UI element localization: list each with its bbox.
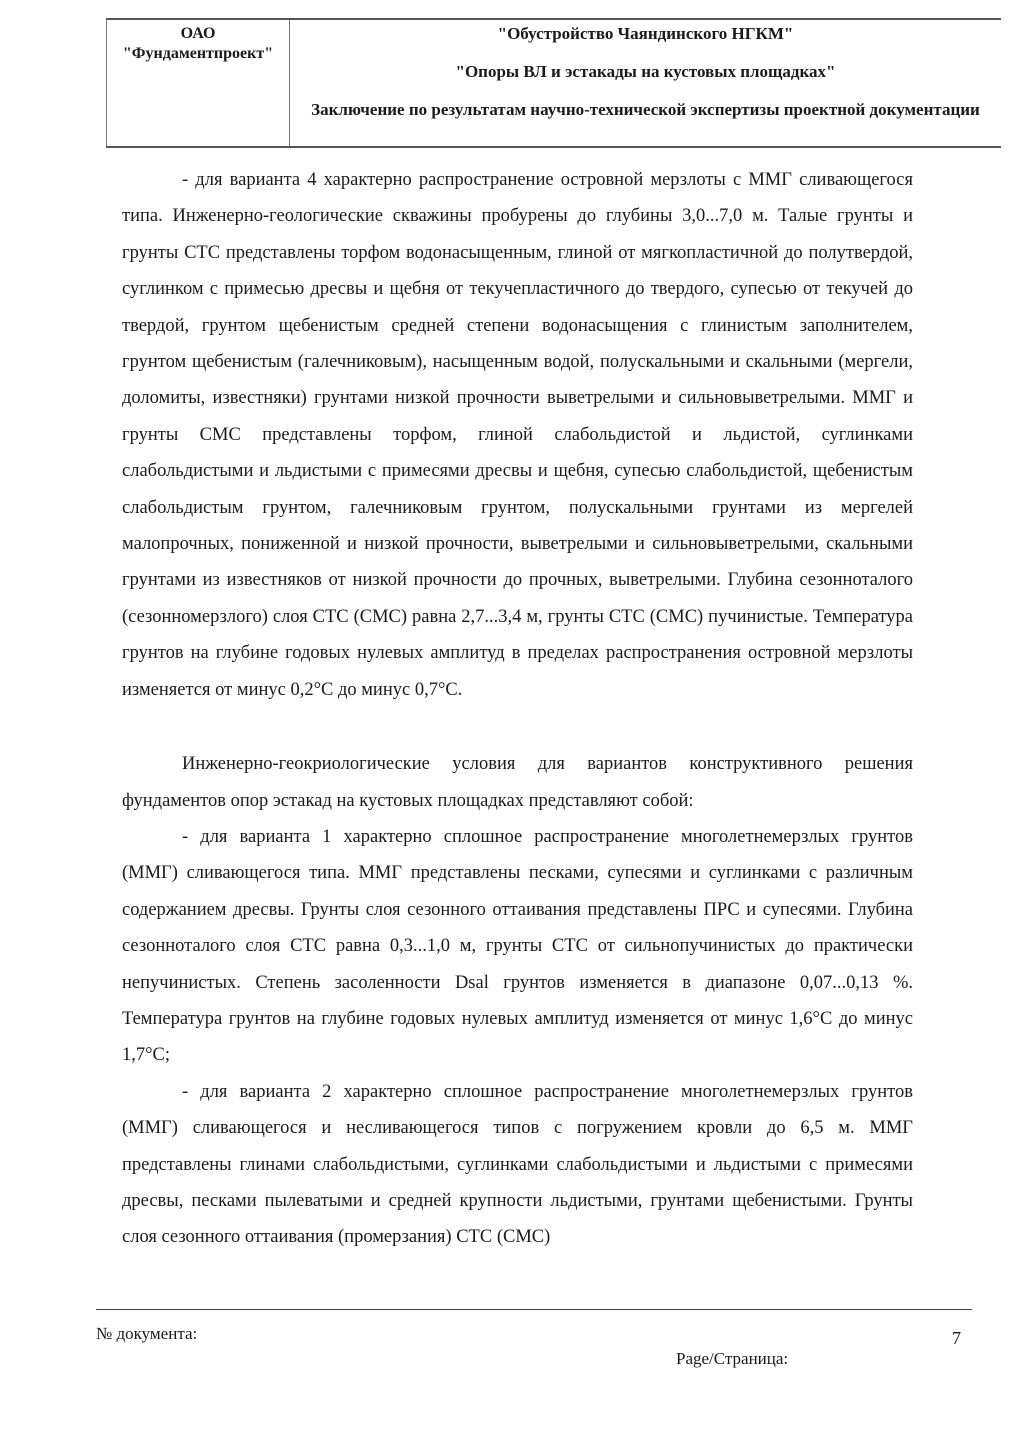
page-label: Page/Страница: xyxy=(676,1349,789,1368)
document-number-label: № документа: xyxy=(96,1324,198,1343)
subject-name: "Опоры ВЛ и эстакады на кустовых площадках" xyxy=(455,62,836,81)
document-body xyxy=(122,162,913,1256)
document-header-table xyxy=(106,18,1001,148)
page-number: 7 xyxy=(952,1328,961,1348)
document-title: Заключение по результатам научно-технической экспертизы проектной документации xyxy=(311,100,980,119)
org-type: ОАО xyxy=(180,25,216,42)
footer-divider xyxy=(96,1309,972,1310)
project-name: "Обустройство Чаяндинского НГКМ" xyxy=(497,24,794,43)
paragraph-variant-1: - для варианта 1 характерно сплошное распространение многолетнемерзлых грунтов (ММГ) сливающегося типа. ММГ представлены песками, супесями и суглинками с различным содержанием дресвы. Грунты слоя сезонного оттаивания представлены ПРС и супесями. Глубина сезонноталого слоя СТС равна 0,3...1,0 м, грунты СТС от сильнопучинистых до практически непучинистых. Степень засоленности Dsal грунтов изменяется в диапазоне 0,07...0,13 %. Температура грунтов на глубине годовых нулевых амплитуд изменяется от минус 1,6°С до минус 1,7°С; xyxy=(122,826,913,1066)
paragraph-variant-2: - для варианта 2 характерно сплошное распространение многолетнемерзлых грунтов (ММГ) сливающегося и несливающегося типов с погружением кровли до 6,5 м. ММГ представлены глинами слабольдистыми, суглинками слабольдистыми и льдистыми с примесями дресвы, песками пылеватыми и средней крупности льдистыми, грунтами щебенистыми. Грунты слоя сезонного оттаивания (промерзания) СТС (СМС) xyxy=(122,1081,913,1248)
paragraph-variant-4: - для варианта 4 характерно распространение островной мерзлоты с ММГ сливающегося типа. Инженерно-геологические скважины пробурены до глубины 3,0...7,0 м. Талые грунты и грунты СТС представлены торфом водонасыщенным, глиной от мягкопластичной до полутвердой, суглинком с примесью дресвы и щебня от текучепластичного до твердого, супесью от текучей до твердой, грунтом щебенистым средней степени водонасыщения с глинистым заполнителем, грунтом щебенистым (галечниковым), насыщенным водой, полускальными и скальными (мергели, доломиты, известняки) грунтами низкой прочности выветрелыми и сильновыветрелыми. ММГ и грунты СМС представлены торфом, глиной слабольдистой и льдистой, суглинками слабольдистыми и льдистыми с примесями дресвы и щебня, супесью слабольдистой, щебенистым слабольдистым грунтом, галечниковым грунтом, полускальными грунтами из мергелей малопрочных, пониженной и низкой прочности, выветрелыми и сильновыветрелыми, скальными грунтами из известняков от низкой прочности до прочных, выветрелыми. Глубина сезонноталого (сезонномерзлого) слоя СТС (СМС) равна 2,7...3,4 м, грунты СТС (СМС) пучинистые. Температура грунтов на глубине годовых нулевых амплитуд в пределах распространения островной мерзлоты изменяется от минус 0,2°С до минус 0,7°С. xyxy=(122,170,913,700)
org-name: "Фундаментпроект" xyxy=(122,45,274,62)
organization-cell xyxy=(107,20,290,146)
title-cell xyxy=(290,20,1001,146)
paragraph-intro: Инженерно-геокриологические условия для вариантов конструктивного решения фундаментов опор эстакад на кустовых площадках представляют собой: xyxy=(122,754,913,811)
